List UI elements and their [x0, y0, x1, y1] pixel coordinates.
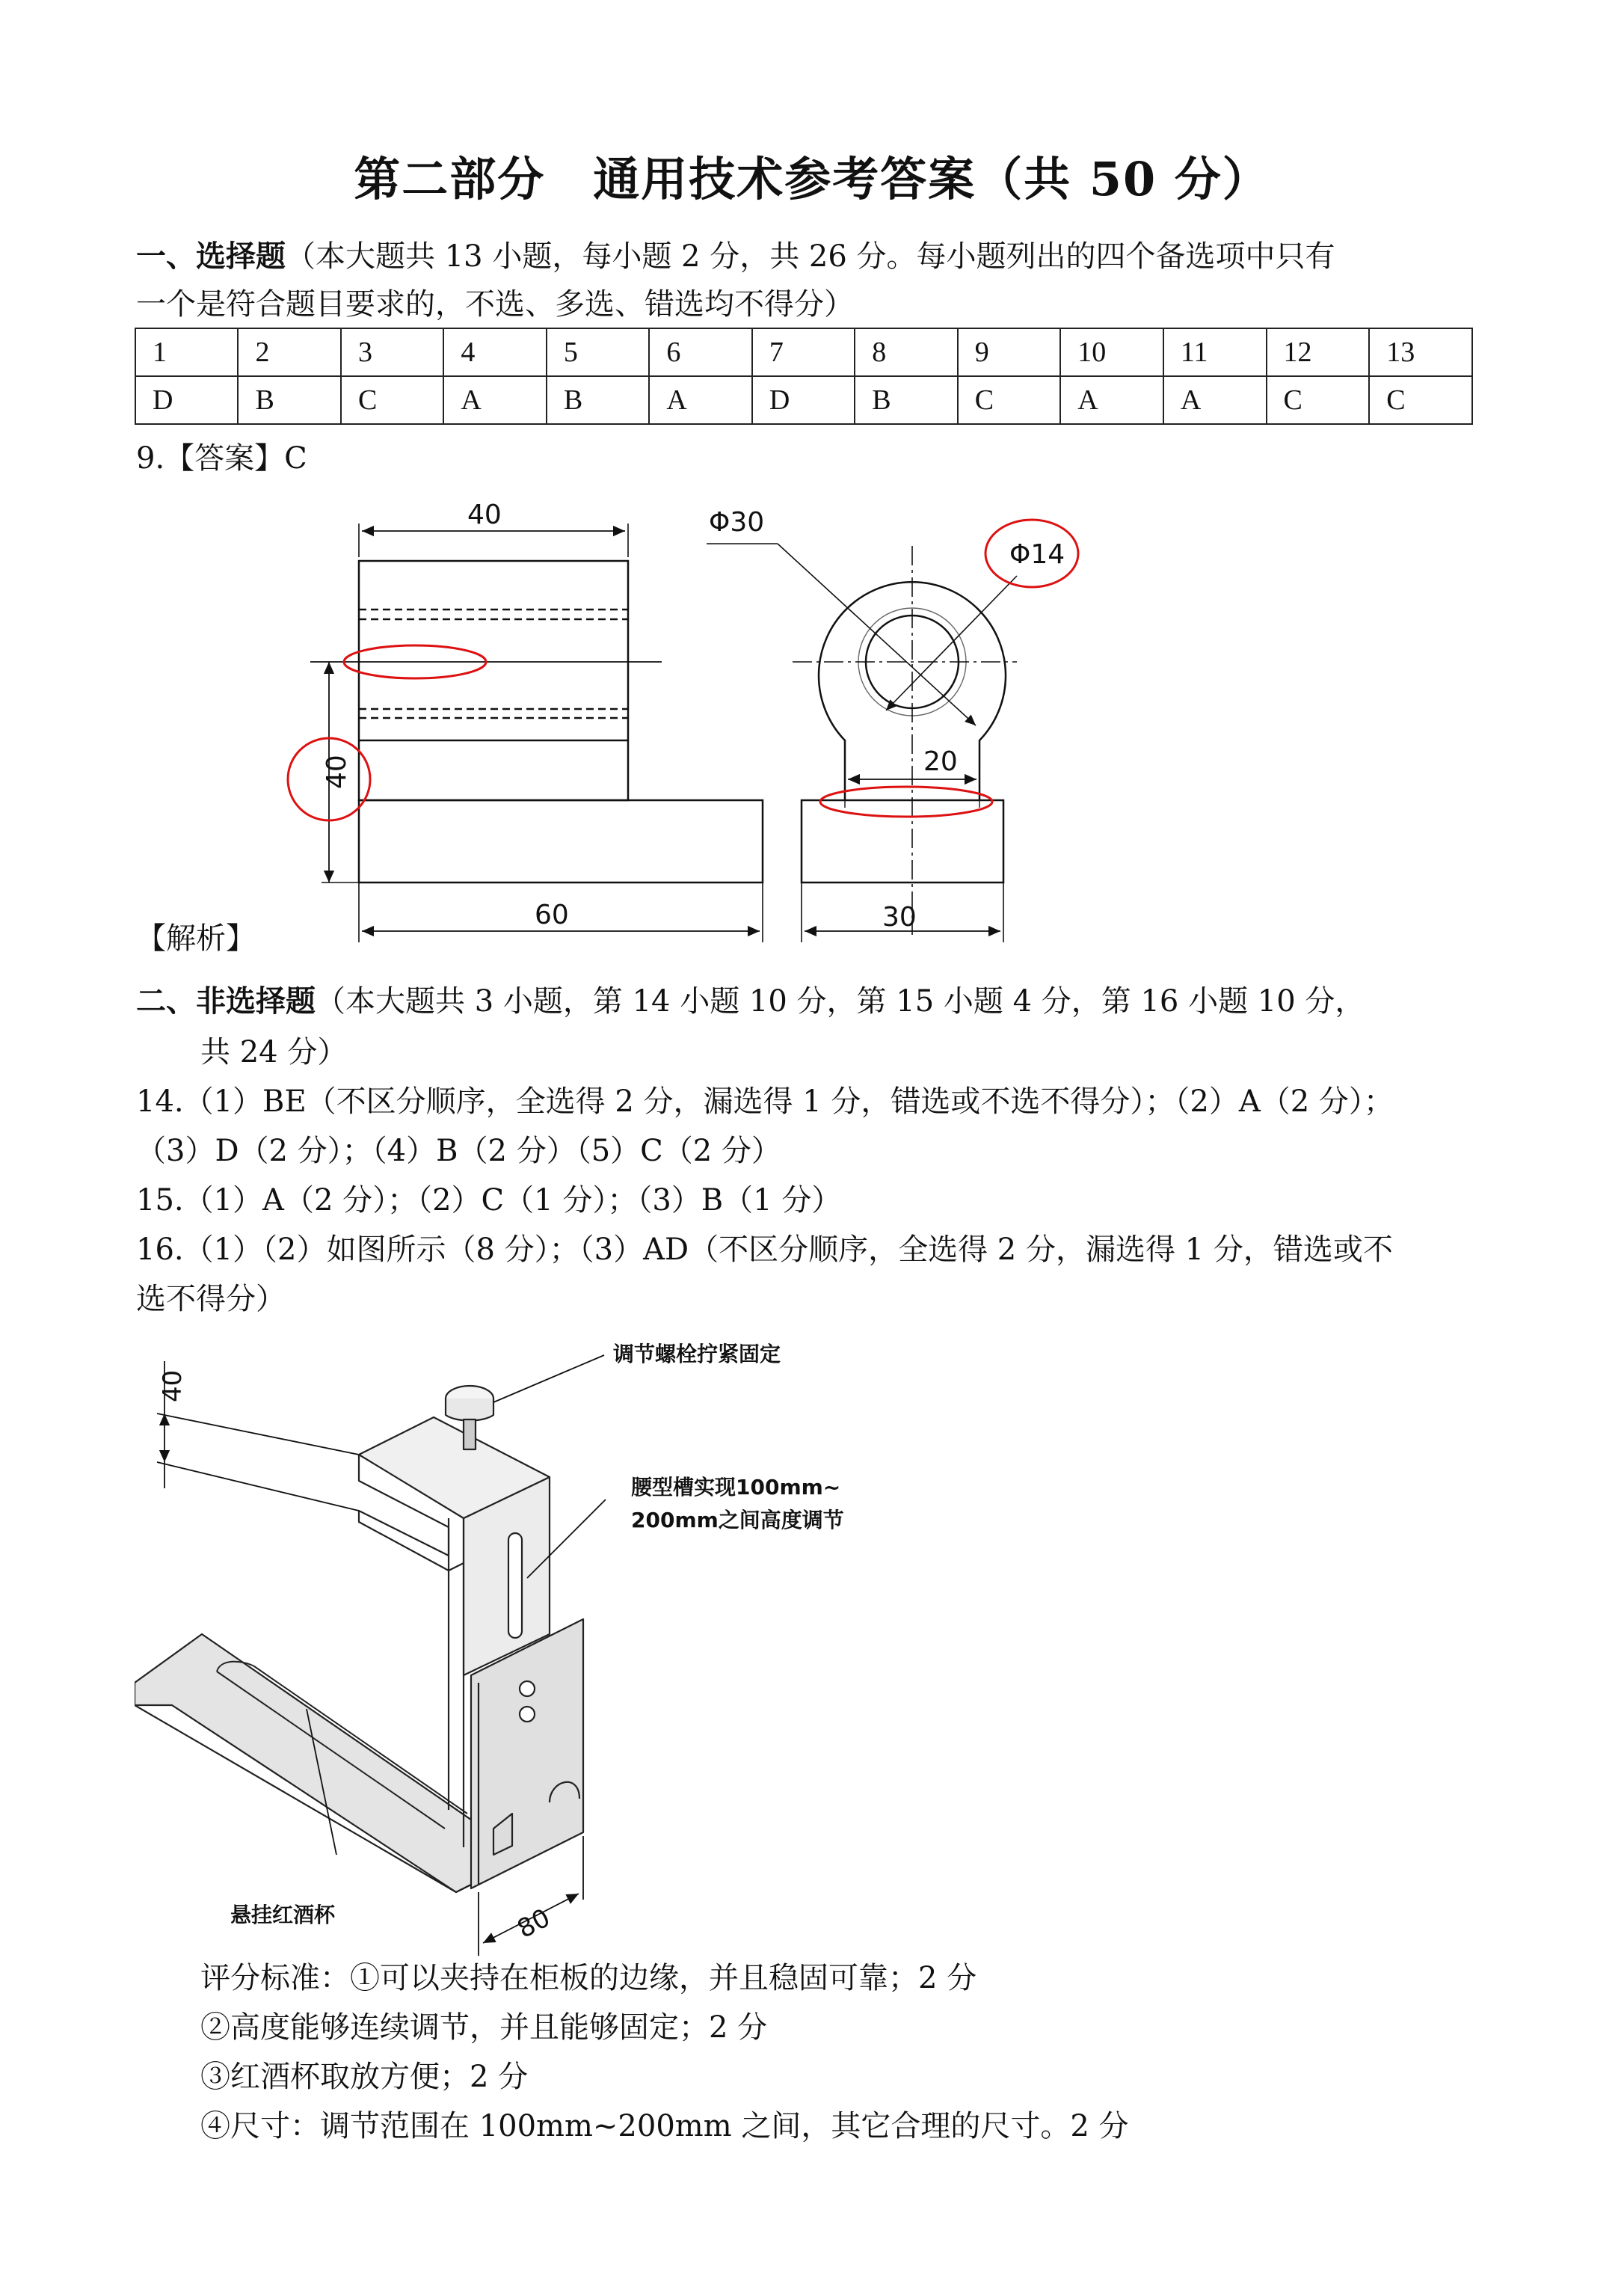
section1-desc-line1: （本大题共 13 小题，每小题 2 分，共 26 分。每小题列出的四个备选项中只有 — [286, 239, 1335, 274]
section1-desc-line2: 一个是符合题目要求的，不选、多选、错选均不得分） — [136, 287, 854, 322]
table-cell: 13 — [1369, 328, 1472, 376]
table-cell: 3 — [341, 328, 443, 376]
section2-heading-line — [136, 977, 1365, 1026]
section1-heading-line — [136, 232, 1335, 281]
table-cell: 6 — [649, 328, 751, 376]
q16-line1: 16.（1）（2）如图所示（8 分）；（3）AD（不区分顺序，全选得 2 分，漏选得 1 分，错选或不 — [136, 1233, 1393, 1267]
answer-table-answer-row — [135, 376, 1472, 424]
section2-desc-line2: 共 24 分） — [200, 1035, 348, 1069]
table-cell: A — [649, 376, 751, 424]
q15-answer: 15.（1）A（2 分）；（2）C（1 分）；（3）B（1 分） — [136, 1183, 842, 1218]
table-cell: C — [1369, 376, 1472, 424]
scoring-line3: ③红酒杯取放方便；2 分 — [200, 2060, 529, 2094]
q14-line1: 14.（1）BE（不区分顺序，全选得 2 分，漏选得 1 分，错选或不选不得分）；（2）A（2 分）； — [136, 1084, 1394, 1119]
table-cell: 1 — [135, 328, 238, 376]
label-glass: 悬挂红酒杯 — [230, 1903, 336, 1927]
section1-heading: 一、选择题 — [136, 239, 286, 274]
table-cell: 4 — [443, 328, 546, 376]
table-cell: C — [1267, 376, 1370, 424]
red-mark-ellipse — [820, 787, 992, 817]
front-view-base — [359, 800, 763, 883]
side-view-base — [802, 800, 1003, 883]
label-slot-line1: 腰型槽实现100mm~ — [631, 1475, 841, 1500]
label-slot-line2: 200mm之间高度调节 — [631, 1508, 844, 1532]
table-cell: B — [547, 376, 649, 424]
dim-label-top: 40 — [467, 500, 502, 530]
q9-analysis-label: 【解析】 — [136, 921, 256, 956]
q9-answer: 9.【答案】C — [136, 441, 307, 476]
table-cell: C — [341, 376, 443, 424]
front-view-upper-block — [359, 561, 628, 800]
table-cell: D — [135, 376, 238, 424]
table-cell: 5 — [547, 328, 649, 376]
section2-heading: 二、非选择题 — [136, 983, 316, 1019]
dim-label-bottom-right: 30 — [882, 902, 917, 933]
answer-table-number-row — [135, 328, 1472, 376]
scoring-line4: ④尺寸：调节范围在 100mm~200mm 之间，其它合理的尺寸。2 分 — [200, 2109, 1129, 2143]
section2-desc-line1: （本大题共 3 小题，第 14 小题 10 分，第 15 小题 4 分，第 16 小题 10 分， — [316, 984, 1365, 1019]
table-cell: C — [958, 376, 1060, 424]
table-cell: 11 — [1163, 328, 1267, 376]
table-cell: A — [443, 376, 546, 424]
table-cell: A — [1060, 376, 1163, 424]
leader-phi30 — [778, 544, 976, 725]
page-title: 第二部分 通用技术参考答案（共 50 分） — [354, 152, 1270, 206]
scoring-line1: 评分标准：①可以夹持在柜板的边缘，并且稳固可靠；2 分 — [200, 1961, 977, 1995]
table-cell: 12 — [1267, 328, 1370, 376]
q14-line2: （3）D（2 分）；（4）B（2 分）（5）C（2 分） — [136, 1134, 781, 1168]
answer-table — [135, 328, 1473, 425]
table-cell: 10 — [1060, 328, 1163, 376]
screw-hole — [520, 1681, 535, 1696]
dim-label-phi14: Φ14 — [1009, 539, 1065, 570]
q16-bracket-figure — [135, 1331, 957, 1959]
table-cell: B — [238, 376, 340, 424]
leader-phi14 — [886, 576, 1017, 710]
table-cell: 8 — [855, 328, 957, 376]
table-cell: B — [855, 376, 957, 424]
dim-label-40: 40 — [158, 1369, 188, 1402]
dim-label-bottom-left: 60 — [535, 900, 569, 930]
bottom-arm — [135, 1634, 479, 1892]
dim-label-left: 40 — [322, 755, 352, 789]
table-cell: A — [1163, 376, 1267, 424]
dim-label-phi30: Φ30 — [709, 507, 765, 538]
screw-hole — [520, 1707, 535, 1722]
label-bolt: 调节螺栓拧紧固定 — [613, 1342, 781, 1366]
scoring-line2: ②高度能够连续调节，并且能够固定；2 分 — [200, 2010, 768, 2045]
dim-label-80: 80 — [512, 1903, 556, 1944]
q16-line2: 选不得分） — [136, 1282, 286, 1316]
table-cell: D — [752, 376, 855, 424]
dim-label-20: 20 — [923, 746, 958, 777]
bolt-thread — [464, 1419, 476, 1449]
vertical-slot — [508, 1533, 522, 1638]
leader-bolt — [493, 1355, 604, 1402]
table-cell: 7 — [752, 328, 855, 376]
q9-technical-drawing — [269, 494, 1137, 957]
table-cell: 9 — [958, 328, 1060, 376]
table-cell: 2 — [238, 328, 340, 376]
